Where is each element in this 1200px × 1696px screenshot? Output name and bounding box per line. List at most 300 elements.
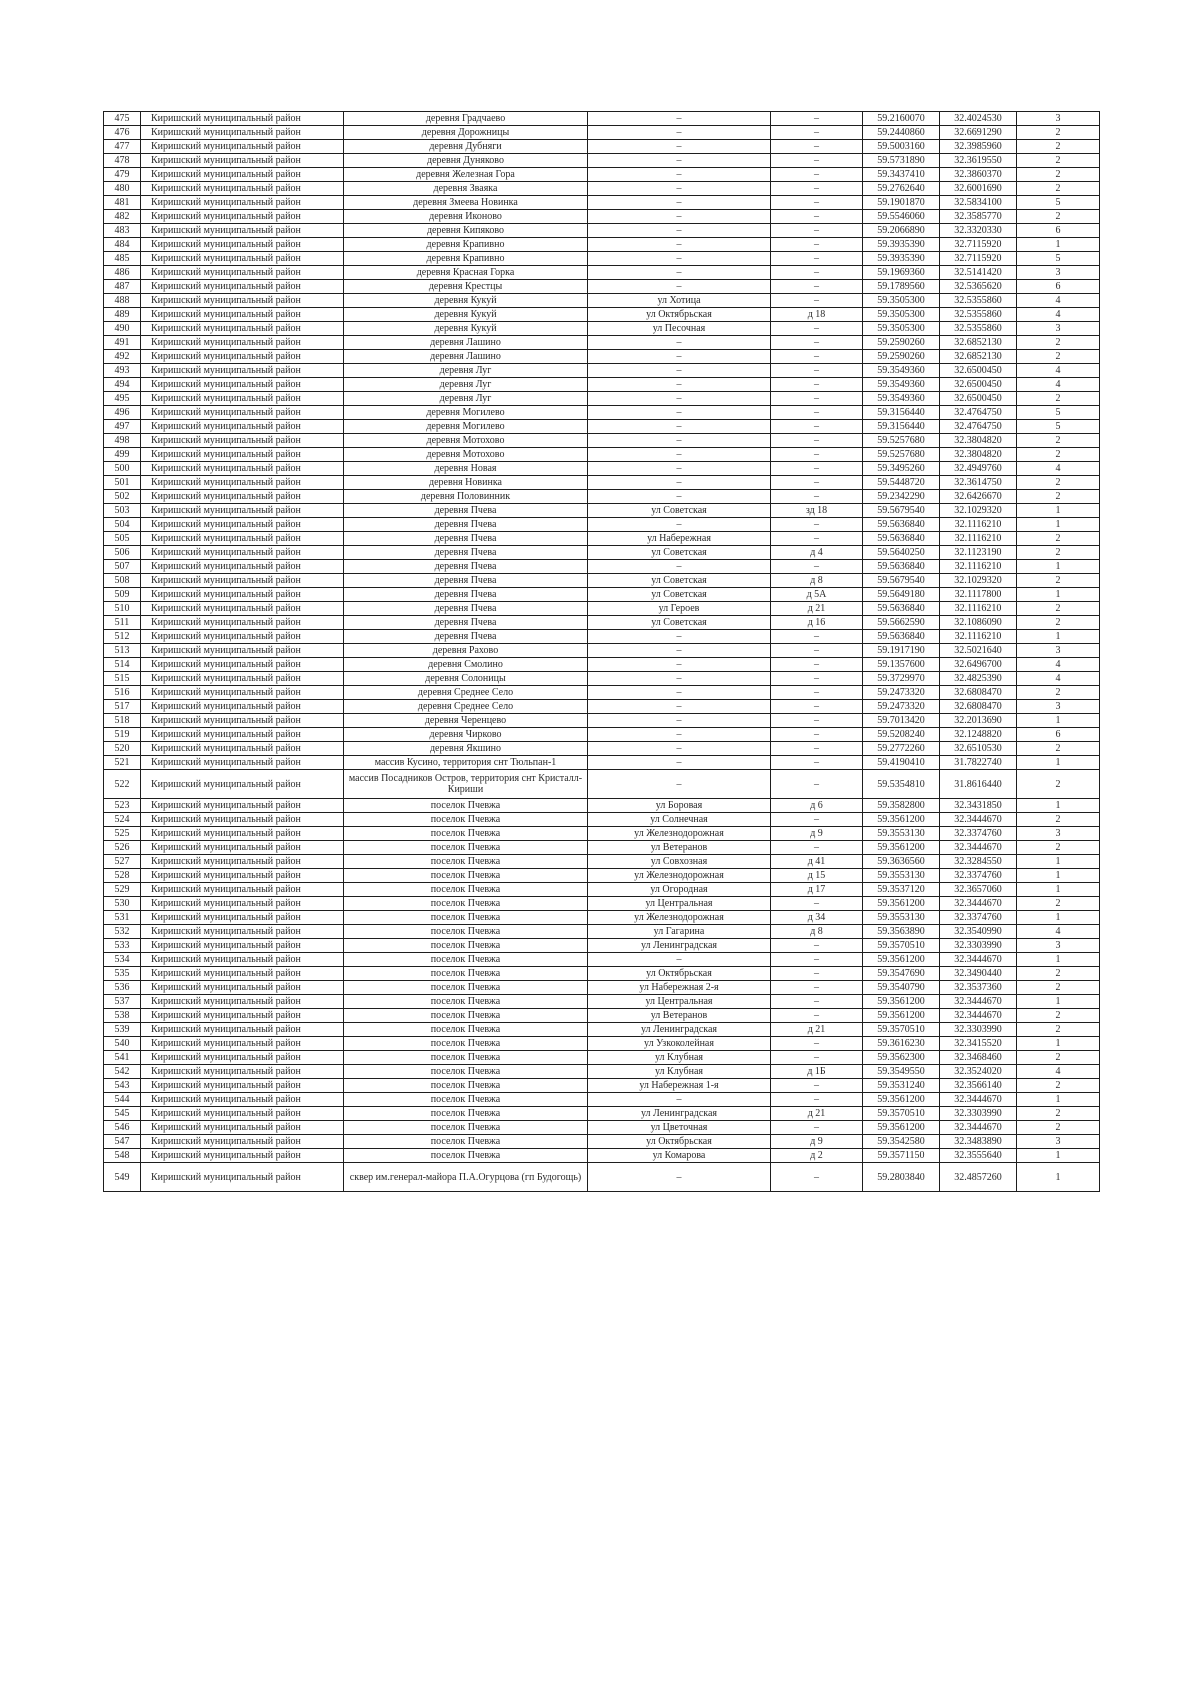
cell-latitude: 59.3616230: [863, 1037, 940, 1051]
cell-longitude: 32.3444670: [940, 953, 1017, 967]
cell-district: Киришский муниципальный район: [141, 630, 344, 644]
cell-count: 2: [1017, 1107, 1100, 1121]
cell-house: –: [771, 182, 863, 196]
cell-district: Киришский муниципальный район: [141, 672, 344, 686]
cell-longitude: 32.3444670: [940, 841, 1017, 855]
cell-number: 527: [104, 855, 141, 869]
cell-latitude: 59.5731890: [863, 154, 940, 168]
cell-longitude: 32.3804820: [940, 448, 1017, 462]
cell-longitude: 32.3284550: [940, 855, 1017, 869]
table-body: [104, 112, 1100, 1192]
cell-house: –: [771, 406, 863, 420]
cell-house: –: [771, 1037, 863, 1051]
cell-number: 543: [104, 1079, 141, 1093]
cell-number: 537: [104, 995, 141, 1009]
cell-longitude: 32.3619550: [940, 154, 1017, 168]
cell-number: 524: [104, 813, 141, 827]
cell-longitude: 32.4949760: [940, 462, 1017, 476]
cell-house: –: [771, 420, 863, 434]
table-row: [104, 238, 1100, 252]
cell-street: ул Совхозная: [588, 855, 771, 869]
cell-longitude: 32.1116210: [940, 630, 1017, 644]
cell-longitude: 32.4764750: [940, 406, 1017, 420]
cell-house: д 6: [771, 799, 863, 813]
table-row: [104, 1107, 1100, 1121]
cell-district: Киришский муниципальный район: [141, 280, 344, 294]
table-row: [104, 224, 1100, 238]
cell-district: Киришский муниципальный район: [141, 602, 344, 616]
cell-longitude: 32.3444670: [940, 1121, 1017, 1135]
cell-district: Киришский муниципальный район: [141, 644, 344, 658]
cell-count: 2: [1017, 168, 1100, 182]
cell-count: 3: [1017, 644, 1100, 658]
cell-count: 1: [1017, 238, 1100, 252]
table-row: [104, 112, 1100, 126]
cell-latitude: 59.5257680: [863, 448, 940, 462]
cell-settlement: поселок Пчевжа: [344, 883, 588, 897]
cell-longitude: 32.5141420: [940, 266, 1017, 280]
cell-house: д 21: [771, 602, 863, 616]
cell-longitude: 32.5834100: [940, 196, 1017, 210]
cell-settlement: деревня Пчева: [344, 574, 588, 588]
cell-house: –: [771, 995, 863, 1009]
cell-house: –: [771, 1121, 863, 1135]
cell-house: –: [771, 518, 863, 532]
cell-longitude: 32.3444670: [940, 897, 1017, 911]
cell-settlement: поселок Пчевжа: [344, 1037, 588, 1051]
cell-house: д 1Б: [771, 1065, 863, 1079]
cell-latitude: 59.1789560: [863, 280, 940, 294]
cell-latitude: 59.3549360: [863, 364, 940, 378]
cell-district: Киришский муниципальный район: [141, 406, 344, 420]
table-row: [104, 1009, 1100, 1023]
cell-street: –: [588, 336, 771, 350]
cell-count: 1: [1017, 560, 1100, 574]
cell-number: 504: [104, 518, 141, 532]
cell-longitude: 32.3415520: [940, 1037, 1017, 1051]
cell-settlement: деревня Пчева: [344, 588, 588, 602]
cell-number: 491: [104, 336, 141, 350]
cell-count: 2: [1017, 686, 1100, 700]
cell-street: ул Цветочная: [588, 1121, 771, 1135]
cell-longitude: 32.5021640: [940, 644, 1017, 658]
cell-latitude: 59.5640250: [863, 546, 940, 560]
cell-count: 1: [1017, 1093, 1100, 1107]
cell-district: Киришский муниципальный район: [141, 1023, 344, 1037]
cell-number: 547: [104, 1135, 141, 1149]
cell-number: 500: [104, 462, 141, 476]
cell-district: Киришский муниципальный район: [141, 574, 344, 588]
cell-latitude: 59.3561200: [863, 897, 940, 911]
cell-street: ул Советская: [588, 546, 771, 560]
cell-longitude: 32.4825390: [940, 672, 1017, 686]
cell-latitude: 59.5636840: [863, 518, 940, 532]
table-row: [104, 420, 1100, 434]
cell-number: 488: [104, 294, 141, 308]
cell-settlement: деревня Новая: [344, 462, 588, 476]
cell-number: 541: [104, 1051, 141, 1065]
cell-number: 522: [104, 770, 141, 799]
cell-district: Киришский муниципальный район: [141, 1135, 344, 1149]
cell-street: ул Ветеранов: [588, 1009, 771, 1023]
table-row: [104, 350, 1100, 364]
cell-house: –: [771, 378, 863, 392]
table-row: [104, 1065, 1100, 1079]
cell-house: –: [771, 672, 863, 686]
cell-count: 2: [1017, 742, 1100, 756]
cell-district: Киришский муниципальный район: [141, 827, 344, 841]
cell-district: Киришский муниципальный район: [141, 925, 344, 939]
cell-house: –: [771, 1079, 863, 1093]
cell-house: –: [771, 238, 863, 252]
cell-longitude: 32.3303990: [940, 1023, 1017, 1037]
cell-house: –: [771, 967, 863, 981]
cell-latitude: 59.3729970: [863, 672, 940, 686]
cell-longitude: 32.3537360: [940, 981, 1017, 995]
cell-longitude: 32.4764750: [940, 420, 1017, 434]
cell-count: 4: [1017, 378, 1100, 392]
cell-district: Киришский муниципальный район: [141, 742, 344, 756]
table-row: [104, 714, 1100, 728]
cell-count: 2: [1017, 350, 1100, 364]
table-row: [104, 855, 1100, 869]
cell-settlement: деревня Пчева: [344, 504, 588, 518]
cell-number: 548: [104, 1149, 141, 1163]
cell-street: –: [588, 434, 771, 448]
table-row: [104, 883, 1100, 897]
cell-settlement: деревня Красная Горка: [344, 266, 588, 280]
cell-settlement: поселок Пчевжа: [344, 911, 588, 925]
cell-house: д 9: [771, 1135, 863, 1149]
cell-count: 2: [1017, 813, 1100, 827]
cell-count: 1: [1017, 953, 1100, 967]
cell-latitude: 59.3156440: [863, 420, 940, 434]
cell-street: ул Набережная 2-я: [588, 981, 771, 995]
cell-district: Киришский муниципальный район: [141, 799, 344, 813]
cell-longitude: 32.4857260: [940, 1163, 1017, 1192]
cell-latitude: 59.5546060: [863, 210, 940, 224]
cell-street: –: [588, 210, 771, 224]
cell-district: Киришский муниципальный район: [141, 112, 344, 126]
cell-district: Киришский муниципальный район: [141, 995, 344, 1009]
cell-number: 531: [104, 911, 141, 925]
cell-district: Киришский муниципальный район: [141, 392, 344, 406]
cell-district: Киришский муниципальный район: [141, 448, 344, 462]
cell-count: 3: [1017, 266, 1100, 280]
cell-district: Киришский муниципальный район: [141, 967, 344, 981]
cell-count: 1: [1017, 518, 1100, 532]
cell-count: 5: [1017, 252, 1100, 266]
cell-number: 484: [104, 238, 141, 252]
cell-count: 2: [1017, 1051, 1100, 1065]
cell-house: д 17: [771, 883, 863, 897]
cell-number: 529: [104, 883, 141, 897]
cell-district: Киришский муниципальный район: [141, 294, 344, 308]
cell-latitude: 59.5354810: [863, 770, 940, 799]
cell-count: 4: [1017, 364, 1100, 378]
cell-latitude: 59.5679540: [863, 504, 940, 518]
cell-street: ул Октябрьская: [588, 1135, 771, 1149]
cell-number: 485: [104, 252, 141, 266]
cell-latitude: 59.1901870: [863, 196, 940, 210]
cell-district: Киришский муниципальный район: [141, 770, 344, 799]
cell-longitude: 32.6852130: [940, 336, 1017, 350]
cell-latitude: 59.2590260: [863, 336, 940, 350]
cell-house: д 41: [771, 855, 863, 869]
cell-settlement: деревня Пчева: [344, 630, 588, 644]
cell-number: 493: [104, 364, 141, 378]
cell-settlement: деревня Зваяка: [344, 182, 588, 196]
cell-street: –: [588, 560, 771, 574]
table-row: [104, 378, 1100, 392]
cell-latitude: 59.5636840: [863, 602, 940, 616]
cell-district: Киришский муниципальный район: [141, 1107, 344, 1121]
cell-number: 513: [104, 644, 141, 658]
cell-latitude: 59.2066890: [863, 224, 940, 238]
cell-house: –: [771, 981, 863, 995]
cell-house: –: [771, 728, 863, 742]
cell-district: Киришский муниципальный район: [141, 224, 344, 238]
cell-number: 517: [104, 700, 141, 714]
cell-latitude: 59.3547690: [863, 967, 940, 981]
cell-street: –: [588, 280, 771, 294]
cell-longitude: 32.3320330: [940, 224, 1017, 238]
cell-settlement: деревня Дуняково: [344, 154, 588, 168]
cell-street: –: [588, 448, 771, 462]
cell-house: –: [771, 210, 863, 224]
cell-house: д 4: [771, 546, 863, 560]
cell-latitude: 59.3561200: [863, 995, 940, 1009]
cell-longitude: 32.5355860: [940, 308, 1017, 322]
cell-house: –: [771, 168, 863, 182]
cell-count: 3: [1017, 1135, 1100, 1149]
cell-district: Киришский муниципальный район: [141, 322, 344, 336]
address-table: [103, 111, 1100, 1192]
table-row: [104, 841, 1100, 855]
table-row: [104, 434, 1100, 448]
cell-longitude: 32.3540990: [940, 925, 1017, 939]
cell-street: –: [588, 378, 771, 392]
cell-latitude: 59.3531240: [863, 1079, 940, 1093]
cell-count: 2: [1017, 967, 1100, 981]
cell-district: Киришский муниципальный район: [141, 616, 344, 630]
cell-count: 2: [1017, 546, 1100, 560]
cell-house: –: [771, 140, 863, 154]
table-row: [104, 1093, 1100, 1107]
cell-district: Киришский муниципальный район: [141, 490, 344, 504]
cell-settlement: деревня Кукуй: [344, 322, 588, 336]
cell-street: –: [588, 252, 771, 266]
cell-district: Киришский муниципальный район: [141, 504, 344, 518]
table-row: [104, 630, 1100, 644]
cell-settlement: поселок Пчевжа: [344, 827, 588, 841]
cell-longitude: 32.5355860: [940, 294, 1017, 308]
cell-street: –: [588, 490, 771, 504]
cell-settlement: деревня Чирково: [344, 728, 588, 742]
cell-count: 4: [1017, 658, 1100, 672]
cell-settlement: деревня Лашино: [344, 350, 588, 364]
cell-count: 4: [1017, 925, 1100, 939]
cell-longitude: 32.3303990: [940, 1107, 1017, 1121]
cell-settlement: поселок Пчевжа: [344, 939, 588, 953]
cell-street: –: [588, 140, 771, 154]
cell-longitude: 32.6426670: [940, 490, 1017, 504]
cell-latitude: 59.5649180: [863, 588, 940, 602]
cell-latitude: 59.3437410: [863, 168, 940, 182]
cell-latitude: 59.3540790: [863, 981, 940, 995]
cell-house: –: [771, 1163, 863, 1192]
cell-settlement: поселок Пчевжа: [344, 967, 588, 981]
cell-number: 533: [104, 939, 141, 953]
cell-count: 1: [1017, 1149, 1100, 1163]
cell-count: 2: [1017, 532, 1100, 546]
cell-number: 511: [104, 616, 141, 630]
cell-settlement: деревня Луг: [344, 364, 588, 378]
cell-district: Киришский муниципальный район: [141, 546, 344, 560]
cell-count: 2: [1017, 210, 1100, 224]
cell-longitude: 32.3657060: [940, 883, 1017, 897]
cell-number: 502: [104, 490, 141, 504]
cell-number: 526: [104, 841, 141, 855]
cell-longitude: 32.3585770: [940, 210, 1017, 224]
cell-number: 479: [104, 168, 141, 182]
cell-house: д 34: [771, 911, 863, 925]
cell-latitude: 59.3561200: [863, 841, 940, 855]
cell-latitude: 59.5448720: [863, 476, 940, 490]
cell-settlement: поселок Пчевжа: [344, 981, 588, 995]
cell-settlement: деревня Кукуй: [344, 308, 588, 322]
cell-latitude: 59.3553130: [863, 827, 940, 841]
table-row: [104, 308, 1100, 322]
cell-number: 523: [104, 799, 141, 813]
cell-settlement: поселок Пчевжа: [344, 925, 588, 939]
cell-latitude: 59.1917190: [863, 644, 940, 658]
cell-district: Киришский муниципальный район: [141, 308, 344, 322]
cell-number: 497: [104, 420, 141, 434]
cell-latitude: 59.5636840: [863, 532, 940, 546]
table-row: [104, 504, 1100, 518]
table-row: [104, 532, 1100, 546]
cell-street: ул Советская: [588, 574, 771, 588]
table-row: [104, 939, 1100, 953]
cell-settlement: поселок Пчевжа: [344, 1121, 588, 1135]
cell-latitude: 59.3570510: [863, 1107, 940, 1121]
table-row: [104, 588, 1100, 602]
cell-house: –: [771, 897, 863, 911]
cell-settlement: поселок Пчевжа: [344, 1093, 588, 1107]
cell-house: д 8: [771, 574, 863, 588]
cell-longitude: 32.1117800: [940, 588, 1017, 602]
cell-latitude: 59.1969360: [863, 266, 940, 280]
cell-count: 1: [1017, 756, 1100, 770]
table-row: [104, 981, 1100, 995]
cell-count: 1: [1017, 869, 1100, 883]
table-row: [104, 168, 1100, 182]
cell-longitude: 32.2013690: [940, 714, 1017, 728]
table-row: [104, 294, 1100, 308]
cell-number: 478: [104, 154, 141, 168]
cell-latitude: 59.3505300: [863, 294, 940, 308]
cell-house: д 5А: [771, 588, 863, 602]
cell-number: 482: [104, 210, 141, 224]
cell-house: –: [771, 658, 863, 672]
cell-longitude: 32.1029320: [940, 504, 1017, 518]
cell-latitude: 59.2762640: [863, 182, 940, 196]
cell-longitude: 32.1248820: [940, 728, 1017, 742]
cell-district: Киришский муниципальный район: [141, 476, 344, 490]
cell-number: 540: [104, 1037, 141, 1051]
cell-district: Киришский муниципальный район: [141, 728, 344, 742]
table-row: [104, 490, 1100, 504]
cell-count: 4: [1017, 308, 1100, 322]
cell-settlement: деревня Пчева: [344, 546, 588, 560]
cell-house: –: [771, 154, 863, 168]
cell-longitude: 32.3374760: [940, 911, 1017, 925]
cell-settlement: массив Посадников Остров, территория снт Кристалл-Кириши: [344, 770, 588, 799]
cell-house: –: [771, 841, 863, 855]
cell-number: 520: [104, 742, 141, 756]
cell-district: Киришский муниципальный район: [141, 434, 344, 448]
cell-number: 542: [104, 1065, 141, 1079]
cell-district: Киришский муниципальный район: [141, 1079, 344, 1093]
cell-district: Киришский муниципальный район: [141, 813, 344, 827]
cell-settlement: поселок Пчевжа: [344, 813, 588, 827]
table-row: [104, 1051, 1100, 1065]
table-row: [104, 672, 1100, 686]
cell-settlement: деревня Мотохово: [344, 448, 588, 462]
cell-house: –: [771, 686, 863, 700]
cell-street: –: [588, 644, 771, 658]
cell-street: ул Солнечная: [588, 813, 771, 827]
cell-settlement: деревня Пчева: [344, 616, 588, 630]
cell-number: 489: [104, 308, 141, 322]
cell-district: Киришский муниципальный район: [141, 855, 344, 869]
cell-count: 4: [1017, 1065, 1100, 1079]
cell-street: –: [588, 742, 771, 756]
cell-house: зд 18: [771, 504, 863, 518]
cell-settlement: сквер им.генерал-майора П.А.Огурцова (гп Будогощь): [344, 1163, 588, 1192]
cell-district: Киришский муниципальный район: [141, 588, 344, 602]
cell-settlement: деревня Пчева: [344, 560, 588, 574]
cell-latitude: 59.2803840: [863, 1163, 940, 1192]
cell-count: 2: [1017, 448, 1100, 462]
cell-house: –: [771, 1051, 863, 1065]
cell-longitude: 32.3483890: [940, 1135, 1017, 1149]
table-row: [104, 700, 1100, 714]
cell-street: –: [588, 406, 771, 420]
cell-number: 510: [104, 602, 141, 616]
cell-district: Киришский муниципальный район: [141, 1009, 344, 1023]
cell-number: 525: [104, 827, 141, 841]
cell-street: –: [588, 266, 771, 280]
cell-number: 549: [104, 1163, 141, 1192]
cell-house: –: [771, 252, 863, 266]
table-row: [104, 448, 1100, 462]
cell-district: Киришский муниципальный район: [141, 700, 344, 714]
cell-house: –: [771, 630, 863, 644]
cell-street: ул Центральная: [588, 897, 771, 911]
cell-number: 503: [104, 504, 141, 518]
cell-longitude: 32.5365620: [940, 280, 1017, 294]
cell-street: –: [588, 1163, 771, 1192]
cell-settlement: деревня Крапивно: [344, 238, 588, 252]
cell-count: 6: [1017, 280, 1100, 294]
cell-street: –: [588, 154, 771, 168]
cell-settlement: деревня Кипяково: [344, 224, 588, 238]
cell-longitude: 32.6496700: [940, 658, 1017, 672]
table-row: [104, 140, 1100, 154]
cell-street: –: [588, 238, 771, 252]
